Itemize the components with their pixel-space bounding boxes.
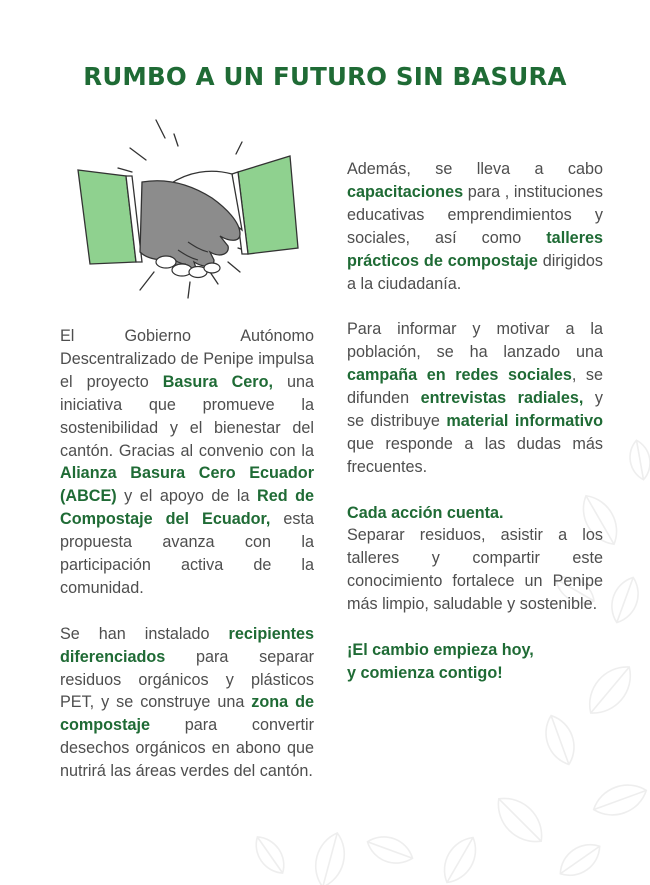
- paragraph-cada-accion: Cada acción cuenta. Separar residuos, asistir a los talleres y compartir este conocimiento fortalece un Penipe más limpio, saludable y sostenible.: [347, 503, 603, 614]
- paragraph-recipientes: Se han instalado recipientes diferenciados para separar residuos orgánicos y plásticos PET, y se construye una zona de compostaje para convertir desechos orgánicos en abono que nutrirá las áreas verdes del cantón.: [60, 624, 314, 781]
- highlight-talleres: talleres prácticos de compostaje: [347, 228, 603, 270]
- closing-message: ¡El cambio empieza hoy, y comienza contigo!: [347, 640, 534, 682]
- highlight-capacitaciones: capacitaciones: [347, 182, 464, 201]
- paragraph-capacitaciones: Además, se lleva a cabo capacitaciones para , instituciones educativas emprendimientos y sociales, así como talleres prácticos de compostaje dirigidos a la ciudadanía.: [347, 160, 603, 293]
- highlight-material: material informativo: [446, 411, 603, 430]
- handshake-icon: [70, 112, 305, 307]
- highlight-basura-cero: Basura Cero,: [162, 372, 273, 391]
- paragraph-campana: Para informar y motivar a la población, se ha lanzado una campaña en redes sociales, se difunden entrevistas radiales, y se distribuye material informativo que responde a las dudas más frecuentes.: [347, 320, 604, 476]
- right-column: [347, 158, 603, 685]
- highlight-entrevistas: entrevistas radiales,: [420, 389, 584, 408]
- paragraph-intro: El Gobierno Autónomo Descentralizado de Penipe impulsa el proyecto Basura Cero, una iniciativa que promueve la sostenibilidad y el bienestar del cantón. Gracias al convenio con la Alianza Basura Cero Ecuador (ABCE) y el apoyo de la Red de Compostaje del Ecuador, esta propuesta avanza con la participación activa de la comunidad.: [60, 327, 314, 597]
- highlight-zona-compostaje: zona de compostaje: [60, 693, 314, 735]
- page-title: RUMBO A UN FUTURO SIN BASURA: [83, 62, 567, 91]
- left-column: [60, 325, 314, 783]
- highlight-recipientes: recipientes diferenciados: [60, 624, 314, 666]
- section-heading: Cada acción cuenta.: [347, 503, 504, 522]
- highlight-red-compostaje: Red de Compostaje del Ecuador,: [60, 487, 314, 529]
- highlight-abce: Alianza Basura Cero Ecuador (ABCE): [60, 464, 314, 506]
- highlight-redes-sociales: campaña en redes sociales: [347, 366, 572, 385]
